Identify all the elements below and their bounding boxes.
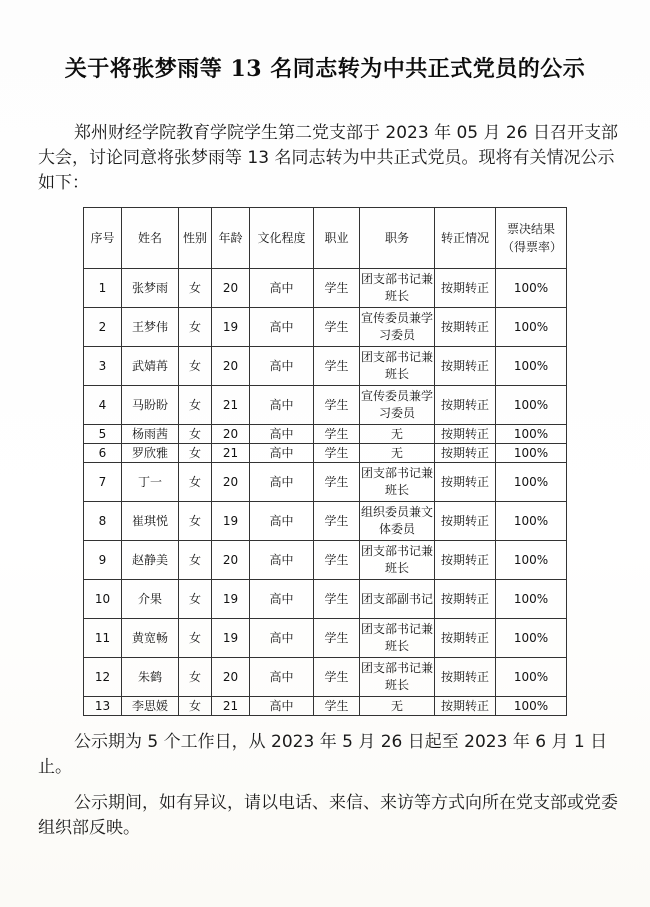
cell-occupation: 学生 — [314, 347, 360, 386]
cell-status: 按期转正 — [435, 541, 496, 580]
cell-status: 按期转正 — [435, 697, 496, 716]
cell-education: 高中 — [250, 269, 314, 308]
cell-education: 高中 — [250, 425, 314, 444]
cell-status: 按期转正 — [435, 347, 496, 386]
cell-gender: 女 — [179, 308, 212, 347]
cell-result: 100% — [496, 269, 567, 308]
table-row — [84, 386, 567, 425]
cell-position: 团支部书记兼班长 — [360, 269, 435, 308]
cell-gender: 女 — [179, 580, 212, 619]
header-age: 年龄 — [212, 208, 250, 269]
cell-position: 团支部书记兼班长 — [360, 619, 435, 658]
cell-no: 9 — [84, 541, 122, 580]
cell-age: 21 — [212, 697, 250, 716]
cell-result: 100% — [496, 425, 567, 444]
cell-name: 崔琪悦 — [122, 502, 179, 541]
cell-status: 按期转正 — [435, 580, 496, 619]
table-row — [84, 444, 567, 463]
cell-gender: 女 — [179, 386, 212, 425]
table-header-row — [84, 208, 567, 269]
cell-gender: 女 — [179, 269, 212, 308]
contact-paragraph: 公示期间，如有异议，请以电话、来信、来访等方式向所在党支部或党委组织部反映。 — [38, 793, 618, 838]
cell-education: 高中 — [250, 502, 314, 541]
table-row — [84, 541, 567, 580]
cell-education: 高中 — [250, 697, 314, 716]
cell-name: 王梦伟 — [122, 308, 179, 347]
cell-result: 100% — [496, 580, 567, 619]
cell-no: 2 — [84, 308, 122, 347]
cell-occupation: 学生 — [314, 541, 360, 580]
cell-age: 21 — [212, 444, 250, 463]
cell-no: 4 — [84, 386, 122, 425]
cell-gender: 女 — [179, 697, 212, 716]
header-education: 文化程度 — [250, 208, 314, 269]
cell-occupation: 学生 — [314, 386, 360, 425]
notice-title: 关于将张梦雨等 13 名同志转为中共正式党员的公示 — [64, 56, 586, 82]
cell-status: 按期转正 — [435, 463, 496, 502]
header-position: 职务 — [360, 208, 435, 269]
cell-position: 无 — [360, 697, 435, 716]
cell-occupation: 学生 — [314, 619, 360, 658]
cell-no: 3 — [84, 347, 122, 386]
cell-position: 团支部书记兼班长 — [360, 347, 435, 386]
cell-gender: 女 — [179, 619, 212, 658]
cell-occupation: 学生 — [314, 269, 360, 308]
cell-name: 武婧苒 — [122, 347, 179, 386]
cell-position: 团支部书记兼班长 — [360, 541, 435, 580]
cell-position: 无 — [360, 425, 435, 444]
cell-status: 按期转正 — [435, 658, 496, 697]
header-result: 票决结果（得票率） — [496, 208, 567, 269]
cell-name: 黄宽畅 — [122, 619, 179, 658]
cell-education: 高中 — [250, 580, 314, 619]
cell-status: 按期转正 — [435, 386, 496, 425]
header-no: 序号 — [84, 208, 122, 269]
cell-age: 19 — [212, 619, 250, 658]
cell-occupation: 学生 — [314, 697, 360, 716]
cell-status: 按期转正 — [435, 269, 496, 308]
cell-position: 组织委员兼文体委员 — [360, 502, 435, 541]
table-row — [84, 502, 567, 541]
cell-gender: 女 — [179, 463, 212, 502]
intro-paragraph: 郑州财经学院教育学院学生第二党支部于 2023 年 05 月 26 日召开支部大会，讨论同意将张梦雨等 13 名同志转为中共正式党员。现将有关情况公示如下： — [38, 123, 618, 193]
cell-no: 5 — [84, 425, 122, 444]
cell-age: 19 — [212, 502, 250, 541]
cell-age: 20 — [212, 425, 250, 444]
cell-occupation: 学生 — [314, 502, 360, 541]
cell-name: 丁一 — [122, 463, 179, 502]
cell-result: 100% — [496, 347, 567, 386]
table-row — [84, 658, 567, 697]
cell-no: 1 — [84, 269, 122, 308]
cell-age: 21 — [212, 386, 250, 425]
cell-no: 10 — [84, 580, 122, 619]
cell-result: 100% — [496, 386, 567, 425]
cell-no: 7 — [84, 463, 122, 502]
cell-education: 高中 — [250, 619, 314, 658]
table-row — [84, 697, 567, 716]
cell-name: 朱鹤 — [122, 658, 179, 697]
cell-occupation: 学生 — [314, 580, 360, 619]
cell-position: 团支部副书记 — [360, 580, 435, 619]
cell-status: 按期转正 — [435, 502, 496, 541]
cell-gender: 女 — [179, 444, 212, 463]
header-status: 转正情况 — [435, 208, 496, 269]
cell-gender: 女 — [179, 658, 212, 697]
table-row — [84, 463, 567, 502]
cell-age: 19 — [212, 308, 250, 347]
cell-position: 团支部书记兼班长 — [360, 463, 435, 502]
cell-status: 按期转正 — [435, 444, 496, 463]
cell-occupation: 学生 — [314, 658, 360, 697]
cell-result: 100% — [496, 502, 567, 541]
header-occupation: 职业 — [314, 208, 360, 269]
cell-gender: 女 — [179, 347, 212, 386]
cell-result: 100% — [496, 658, 567, 697]
cell-name: 罗欣雅 — [122, 444, 179, 463]
cell-name: 马盼盼 — [122, 386, 179, 425]
header-name: 姓名 — [122, 208, 179, 269]
cell-result: 100% — [496, 308, 567, 347]
cell-age: 20 — [212, 269, 250, 308]
cell-position: 宣传委员兼学习委员 — [360, 386, 435, 425]
cell-gender: 女 — [179, 425, 212, 444]
cell-result: 100% — [496, 444, 567, 463]
cell-education: 高中 — [250, 541, 314, 580]
cell-position: 宣传委员兼学习委员 — [360, 308, 435, 347]
table-row — [84, 308, 567, 347]
cell-age: 20 — [212, 463, 250, 502]
cell-education: 高中 — [250, 347, 314, 386]
cell-age: 20 — [212, 541, 250, 580]
cell-name: 张梦雨 — [122, 269, 179, 308]
cell-age: 20 — [212, 347, 250, 386]
table-row — [84, 425, 567, 444]
cell-occupation: 学生 — [314, 308, 360, 347]
cell-education: 高中 — [250, 308, 314, 347]
cell-status: 按期转正 — [435, 308, 496, 347]
table-row — [84, 269, 567, 308]
cell-name: 介果 — [122, 580, 179, 619]
cell-occupation: 学生 — [314, 463, 360, 502]
cell-education: 高中 — [250, 658, 314, 697]
cell-no: 8 — [84, 502, 122, 541]
cell-gender: 女 — [179, 502, 212, 541]
cell-name: 杨雨茜 — [122, 425, 179, 444]
cell-status: 按期转正 — [435, 425, 496, 444]
member-table — [83, 207, 567, 716]
cell-no: 13 — [84, 697, 122, 716]
cell-name: 赵静美 — [122, 541, 179, 580]
cell-education: 高中 — [250, 444, 314, 463]
cell-status: 按期转正 — [435, 619, 496, 658]
cell-no: 11 — [84, 619, 122, 658]
cell-position: 无 — [360, 444, 435, 463]
table-row — [84, 619, 567, 658]
cell-no: 6 — [84, 444, 122, 463]
cell-occupation: 学生 — [314, 425, 360, 444]
header-gender: 性别 — [179, 208, 212, 269]
cell-occupation: 学生 — [314, 444, 360, 463]
cell-age: 19 — [212, 580, 250, 619]
cell-result: 100% — [496, 541, 567, 580]
cell-position: 团支部书记兼班长 — [360, 658, 435, 697]
cell-result: 100% — [496, 463, 567, 502]
cell-age: 20 — [212, 658, 250, 697]
cell-result: 100% — [496, 697, 567, 716]
table-row — [84, 347, 567, 386]
cell-result: 100% — [496, 619, 567, 658]
cell-education: 高中 — [250, 463, 314, 502]
table-row — [84, 580, 567, 619]
cell-education: 高中 — [250, 386, 314, 425]
cell-no: 12 — [84, 658, 122, 697]
cell-gender: 女 — [179, 541, 212, 580]
cell-name: 李思媛 — [122, 697, 179, 716]
period-paragraph: 公示期为 5 个工作日，从 2023 年 5 月 26 日起至 2023 年 6 月 1 日止。 — [38, 732, 608, 777]
